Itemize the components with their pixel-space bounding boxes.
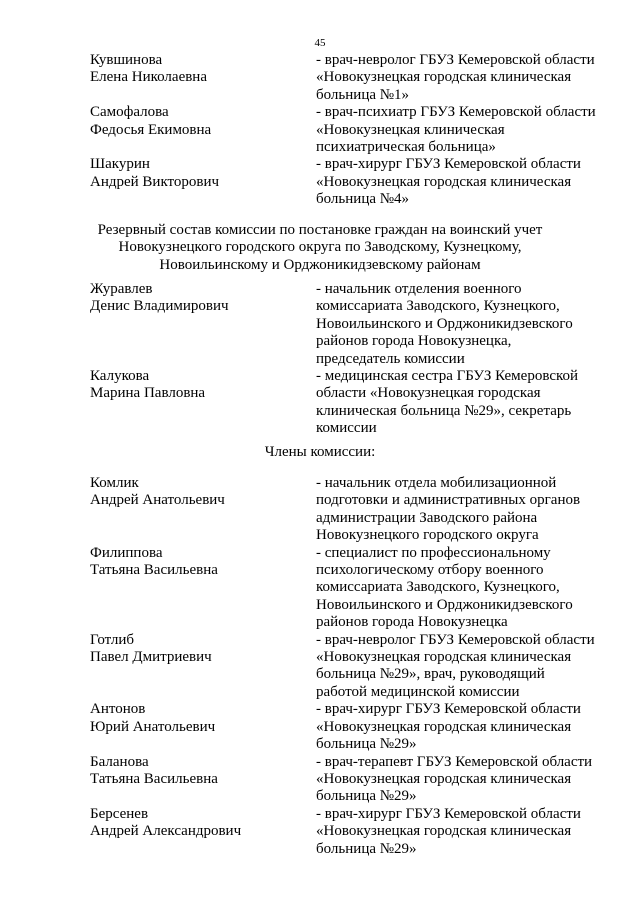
person-given: Елена Николаевна <box>90 69 207 86</box>
person-given: Денис Владимирович <box>90 298 229 315</box>
role-line: - медицинская сестра ГБУЗ Кемеровской <box>316 368 579 385</box>
person-name <box>90 545 316 632</box>
person-role <box>316 104 596 156</box>
role-line: психиатрическая больница» <box>316 139 496 156</box>
role-line: - врач-психиатр ГБУЗ Кемеровской области <box>316 104 596 121</box>
heading-line: Новоильинскому и Орджоникидзевскому районам <box>159 256 481 273</box>
person-entry <box>0 368 640 438</box>
role-line: - врач-хирург ГБУЗ Кемеровской области <box>316 701 581 718</box>
role-line: «Новокузнецкая городская клиническая <box>316 718 572 735</box>
role-line: клиническая больница №29», секретарь <box>316 402 572 419</box>
reserve-commission-leadership <box>0 281 640 438</box>
person-entry <box>0 52 640 104</box>
person-role <box>316 632 596 702</box>
role-line: Новоильинского и Орджоникидзевского <box>316 596 573 613</box>
person-surname: Баланова <box>90 753 149 770</box>
role-line: Новоильинского и Орджоникидзевского <box>316 315 573 332</box>
person-entry <box>0 281 640 368</box>
person-surname: Самофалова <box>90 104 169 121</box>
role-line: комиссии <box>316 420 377 437</box>
person-entry <box>0 754 640 806</box>
role-line: администрации Заводского района <box>316 509 538 526</box>
role-line: - начальник отделения военного <box>316 281 522 297</box>
person-entry <box>0 632 640 702</box>
person-entry <box>0 156 640 208</box>
role-line: комиссариата Заводского, Кузнецкого, <box>316 579 560 596</box>
person-surname: Шакурин <box>90 156 150 173</box>
person-surname: Калукова <box>90 368 150 385</box>
person-role <box>316 545 596 632</box>
person-surname: Журавлев <box>90 281 153 297</box>
person-given: Татьяна Васильевна <box>90 562 218 579</box>
role-line: больница №29» <box>316 788 417 805</box>
role-line: области «Новокузнецкая городская <box>316 385 541 402</box>
role-line: - врач-терапевт ГБУЗ Кемеровской области <box>316 753 593 770</box>
person-role <box>316 156 596 208</box>
person-entry <box>0 104 640 156</box>
role-line: «Новокузнецкая городская клиническая <box>316 770 572 787</box>
person-given: Федосья Екимовна <box>90 121 212 138</box>
commission-members-continued <box>0 52 640 209</box>
person-given: Павел Дмитриевич <box>90 649 212 666</box>
person-given: Марина Павловна <box>90 385 206 402</box>
role-line: районов города Новокузнецка <box>316 614 508 631</box>
person-role <box>316 52 596 104</box>
role-line: «Новокузнецкая городская клиническая <box>316 173 572 190</box>
person-name <box>90 701 316 753</box>
person-entry <box>0 806 640 858</box>
role-line: «Новокузнецкая клиническая <box>316 121 505 138</box>
role-line: «Новокузнецкая городская клиническая <box>316 69 572 86</box>
person-role <box>316 701 596 753</box>
person-surname: Берсенев <box>90 805 149 822</box>
person-surname: Кувшинова <box>90 52 163 68</box>
person-surname: Готлиб <box>90 631 134 648</box>
person-name <box>90 368 316 438</box>
person-surname: Филиппова <box>90 544 163 561</box>
role-line: «Новокузнецкая городская клиническая <box>316 649 572 666</box>
role-line: - врач-хирург ГБУЗ Кемеровской области <box>316 805 581 822</box>
role-line: комиссариата Заводского, Кузнецкого, <box>316 298 560 315</box>
person-name <box>90 104 316 156</box>
person-role <box>316 754 596 806</box>
person-name <box>90 281 316 368</box>
person-surname: Комлик <box>90 475 139 491</box>
person-role <box>316 368 596 438</box>
role-line: больница №29» <box>316 736 417 753</box>
role-line: работой медицинской комиссии <box>316 683 520 700</box>
person-given: Андрей Анатольевич <box>90 492 225 509</box>
role-line: больница №29», врач, руководящий <box>316 666 545 683</box>
person-name <box>90 156 316 208</box>
person-name <box>90 754 316 806</box>
person-entry <box>0 475 640 545</box>
role-line: Новокузнецкого городского округа <box>316 527 539 544</box>
person-role <box>316 281 596 368</box>
role-line: - специалист по профессиональному <box>316 544 551 561</box>
person-given: Юрий Анатольевич <box>90 718 216 735</box>
person-entry <box>0 701 640 753</box>
reserve-commission-heading <box>0 222 640 274</box>
person-given: Андрей Александрович <box>90 823 242 840</box>
role-line: больница №4» <box>316 191 410 208</box>
role-line: больница №29» <box>316 840 417 857</box>
person-role <box>316 806 596 858</box>
person-surname: Антонов <box>90 701 146 718</box>
reserve-commission-members <box>0 475 640 858</box>
role-line: больница №1» <box>316 86 410 103</box>
role-line: - врач-хирург ГБУЗ Кемеровской области <box>316 156 581 173</box>
person-given: Андрей Викторович <box>90 173 220 190</box>
role-line: «Новокузнецкая городская клиническая <box>316 823 572 840</box>
person-name <box>90 475 316 545</box>
person-name <box>90 632 316 702</box>
role-line: районов города Новокузнецка, <box>316 333 512 350</box>
role-line: председатель комиссии <box>316 350 465 367</box>
role-line: - врач-невролог ГБУЗ Кемеровской области <box>316 631 595 648</box>
role-line: психологическому отбору военного <box>316 562 544 579</box>
role-line: - начальник отдела мобилизационной <box>316 475 557 491</box>
role-line: подготовки и административных органов <box>316 492 581 509</box>
heading-line: Новокузнецкого городского округа по Заводскому, Кузнецкому, <box>118 239 522 256</box>
page-number: 45 <box>314 37 326 49</box>
person-name <box>90 52 316 104</box>
role-line: - врач-невролог ГБУЗ Кемеровской области <box>316 52 595 68</box>
members-heading: Члены комиссии: <box>264 444 376 460</box>
person-role <box>316 475 596 545</box>
person-given: Татьяна Васильевна <box>90 770 218 787</box>
person-entry <box>0 545 640 632</box>
person-name <box>90 806 316 858</box>
heading-line: Резервный состав комиссии по постановке граждан на воинский учет <box>97 222 543 238</box>
